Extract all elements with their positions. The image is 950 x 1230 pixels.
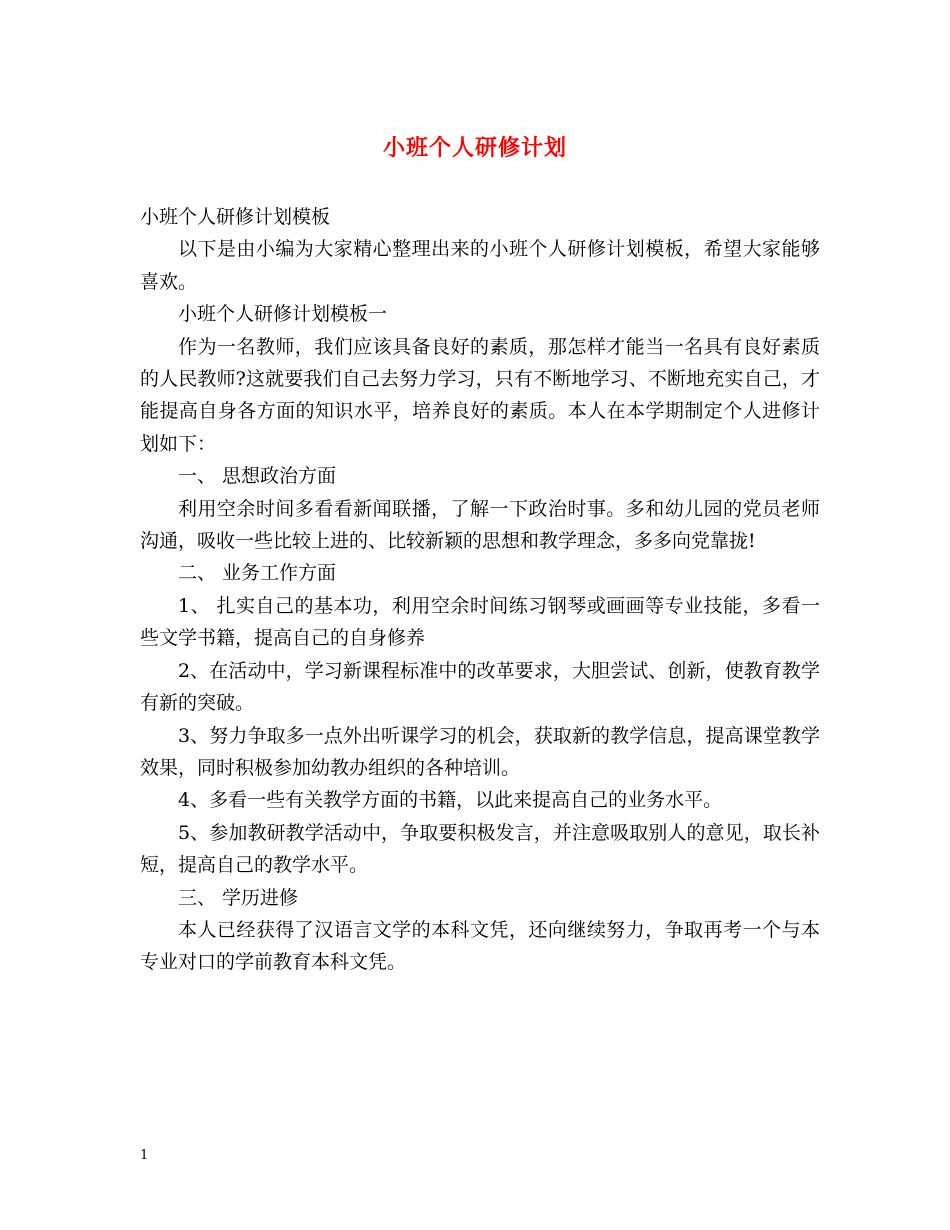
paragraph: 小班个人研修计划模板 — [140, 206, 331, 228]
list-item: 1、 扎实自己的基本功，利用空余时间练习钢琴或画画等专业技能，多看一些文学书籍，提高自己的自身修养 — [140, 594, 820, 650]
section-heading: 三、 学历进修 — [178, 886, 299, 909]
list-item: 2、在活动中，学习新课程标准中的改革要求，大胆尝试、创新，使教育教学有新的突破。 — [140, 659, 820, 715]
section-heading: 一、 思想政治方面 — [178, 465, 337, 488]
section-heading: 二、 业务工作方面 — [178, 562, 337, 585]
paragraph: 以下是由小编为大家精心整理出来的小班个人研修计划模板，希望大家能够喜欢。 — [140, 238, 820, 293]
list-item: 5、参加教研教学活动中，争取要积极发言，并注意吸取别人的意见，取长补短，提高自己的教学水平。 — [140, 821, 820, 877]
paragraph: 作为一名教师，我们应该具备良好的素质，那怎样才能当一名具有良好素质的人民教师?这就要我们自己去努力学习，只有不断地学习、不断地充实自己，才能提高自身各方面的知识水平，培养良好的素质。本人在本学期制定个人进修计划如下： — [140, 335, 820, 455]
paragraph: 利用空余时间多看看新闻联播，了解一下政治时事。多和幼儿园的党员老师沟通，吸收一些比较上进的、比较新颖的思想和教学理念，多多向党靠拢! — [140, 497, 820, 553]
paragraph: 小班个人研修计划模板一 — [178, 303, 388, 326]
paragraph: 本人已经获得了汉语言文学的本科文凭，还向继续努力，争取再考一个与本专业对口的学前教育本科文凭。 — [140, 918, 820, 974]
list-item: 3、努力争取多一点外出听课学习的机会，获取新的教学信息，提高课堂教学效果，同时积极参加幼教办组织的各种培训。 — [140, 724, 820, 779]
list-item: 4、多看一些有关教学方面的书籍，以此来提高自己的业务水平。 — [178, 789, 723, 812]
document-body — [140, 201, 820, 979]
document-title: 小班个人研修计划 — [382, 135, 567, 161]
page-number: 1 — [140, 1148, 149, 1163]
